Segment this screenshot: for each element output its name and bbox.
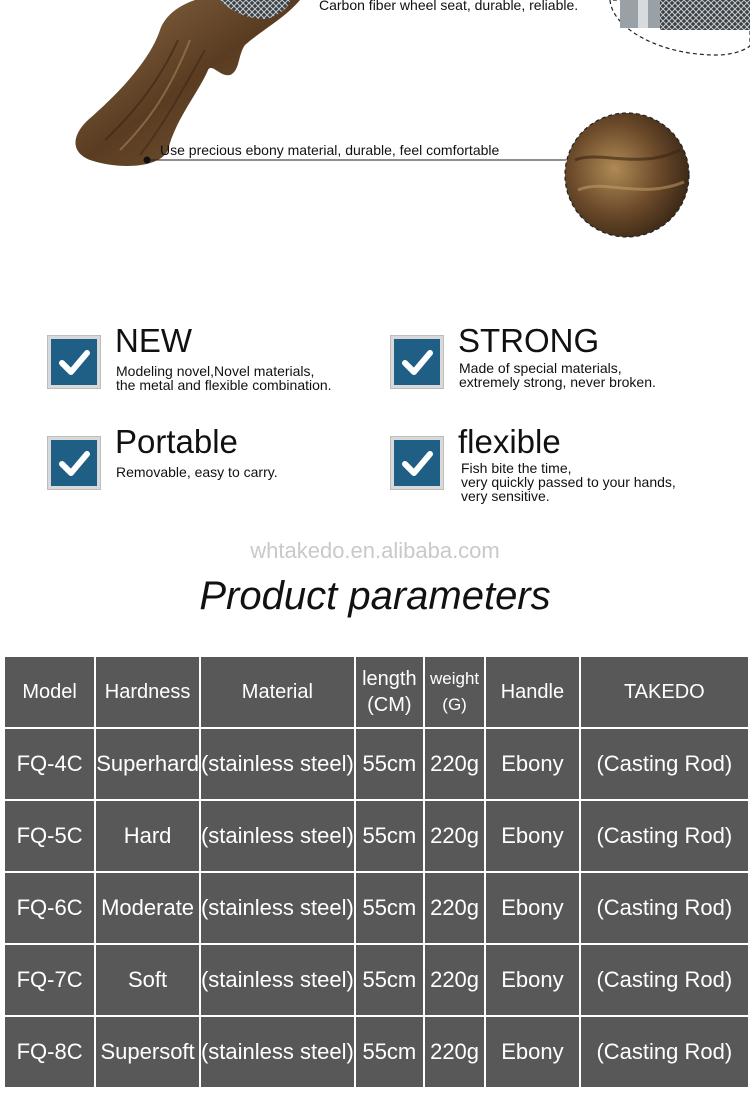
header-brand: TAKEDO xyxy=(581,657,748,727)
feature-title: STRONG xyxy=(458,322,600,359)
cell-type: (Casting Rod) xyxy=(581,945,748,1015)
cell-hardness: Supersoft xyxy=(96,1017,199,1087)
cell-handle: Ebony xyxy=(486,1017,578,1087)
cell-length: 55cm xyxy=(356,801,423,871)
wheel-seat-zoom-graphic xyxy=(610,0,750,55)
cell-weight: 220g xyxy=(425,729,484,799)
checkbox-icon xyxy=(391,336,443,388)
ebony-zoom-graphic xyxy=(565,113,689,237)
feature-title: NEW xyxy=(115,322,192,359)
product-parameters-table xyxy=(3,655,750,1089)
header-handle: Handle xyxy=(486,657,578,727)
table-row xyxy=(5,801,748,871)
feature-title: flexible xyxy=(458,423,561,460)
cell-type: (Casting Rod) xyxy=(581,801,748,871)
cell-material: (stainless steel) xyxy=(201,801,354,871)
header-weight: weight (G) xyxy=(425,657,484,727)
cell-weight: 220g xyxy=(425,945,484,1015)
header-material: Material xyxy=(201,657,354,727)
cell-length: 55cm xyxy=(356,1017,423,1087)
cell-weight: 220g xyxy=(425,1017,484,1087)
feature-text: Made of special materials, extremely strong, never broken. xyxy=(459,360,656,390)
cell-length: 55cm xyxy=(356,729,423,799)
cell-model: FQ-6C xyxy=(5,873,94,943)
table-row xyxy=(5,873,748,943)
feature-title: Portable xyxy=(115,423,238,460)
cell-hardness: Hard xyxy=(96,801,199,871)
cell-model: FQ-4C xyxy=(5,729,94,799)
cell-handle: Ebony xyxy=(486,729,578,799)
feature-text: Removable, easy to carry. xyxy=(116,464,278,480)
cell-type: (Casting Rod) xyxy=(581,1017,748,1087)
table-row xyxy=(5,1017,748,1087)
cell-hardness: Soft xyxy=(96,945,199,1015)
feature-text: Fish bite the time, very quickly passed to your hands, very sensitive. xyxy=(461,460,676,504)
cell-material: (stainless steel) xyxy=(201,1017,354,1087)
cell-weight: 220g xyxy=(425,873,484,943)
cell-hardness: Superhard xyxy=(96,729,199,799)
header-hardness: Hardness xyxy=(96,657,199,727)
table-row xyxy=(5,729,748,799)
cell-handle: Ebony xyxy=(486,873,578,943)
cell-weight: 220g xyxy=(425,801,484,871)
cell-model: FQ-7C xyxy=(5,945,94,1015)
cell-hardness: Moderate xyxy=(96,873,199,943)
wheel-seat-callout: Carbon fiber wheel seat, durable, reliable. xyxy=(319,0,579,13)
cell-type: (Casting Rod) xyxy=(581,729,748,799)
checkbox-icon xyxy=(48,437,100,489)
cell-material: (stainless steel) xyxy=(201,729,354,799)
cell-length: 55cm xyxy=(356,945,423,1015)
handle-callout: Use precious ebony material, durable, feel comfortable xyxy=(160,142,500,158)
product-parameters-title: Product parameters xyxy=(199,574,551,618)
rod-handle-illustration xyxy=(0,0,750,260)
checkbox-icon xyxy=(48,336,100,388)
cell-handle: Ebony xyxy=(486,945,578,1015)
feature-text: Modeling novel,Novel materials, the metal and flexible combination. xyxy=(116,363,332,393)
cell-material: (stainless steel) xyxy=(201,873,354,943)
cell-material: (stainless steel) xyxy=(201,945,354,1015)
table-row xyxy=(5,945,748,1015)
cell-handle: Ebony xyxy=(486,801,578,871)
cell-length: 55cm xyxy=(356,873,423,943)
header-length: length (CM) xyxy=(356,657,423,727)
watermark-text: whtakedo.en.alibaba.com xyxy=(250,538,500,563)
table-header-row xyxy=(5,657,748,727)
cell-model: FQ-8C xyxy=(5,1017,94,1087)
cell-model: FQ-5C xyxy=(5,801,94,871)
checkbox-icon xyxy=(391,437,443,489)
header-model: Model xyxy=(5,657,94,727)
cell-type: (Casting Rod) xyxy=(581,873,748,943)
product-detail-illustration xyxy=(0,0,750,260)
